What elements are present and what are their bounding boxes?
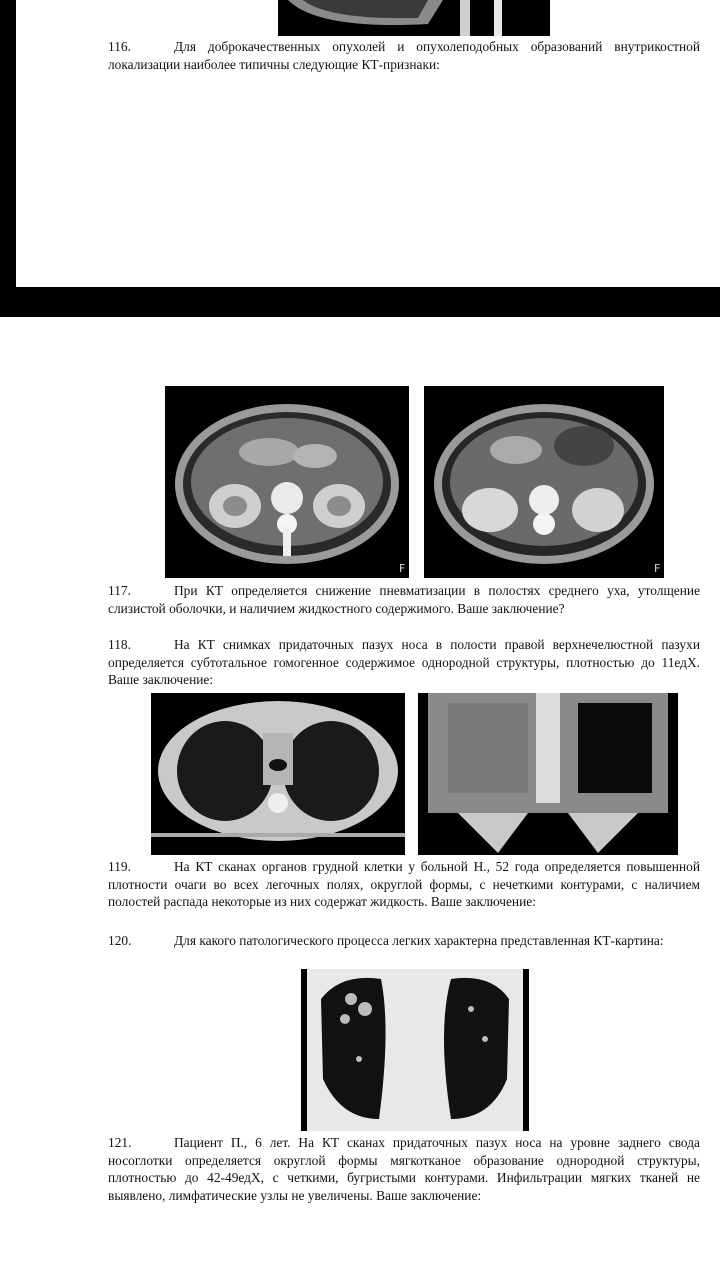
- ct-image-chest: [151, 693, 405, 855]
- ct-image-sinus: [418, 693, 678, 855]
- ct-marker: F: [654, 562, 661, 575]
- question-118: [108, 636, 700, 689]
- ct-image-abdomen-2: [424, 386, 664, 578]
- ct-image-top-fragment: [278, 0, 550, 36]
- question-text: Для какого патологического процесса легких характерна представленная КТ-картина:: [174, 933, 664, 948]
- question-117: [108, 582, 700, 617]
- question-text: На КТ сканах органов грудной клетки у больной Н., 52 года определяется повышенной плотности очаги во всех легочных полях, округлой формы, с нечеткими контурами, с наличием полостей распада некоторые из них содержат жидкость. Ваше заключение:: [108, 859, 700, 909]
- question-number: 116.: [108, 39, 131, 54]
- question-number: 118.: [108, 637, 131, 652]
- question-text: При КТ определяется снижение пневматизации в полостях среднего уха, утолщение слизистой оболочки, и наличием жидкостного содержимого. Ваше заключение?: [108, 583, 700, 616]
- question-120: [108, 932, 700, 950]
- ct-marker: F: [399, 562, 406, 575]
- question-119: [108, 858, 700, 911]
- ct-image-abdomen-1: [165, 386, 409, 578]
- question-121: [108, 1134, 700, 1204]
- question-number: 120.: [108, 933, 132, 948]
- question-number: 117.: [108, 583, 131, 598]
- page-break-band: [0, 287, 720, 317]
- page-left-edge: [0, 0, 16, 287]
- question-text: Для доброкачественных опухолей и опухолеподобных образований внутрикостной локализации наиболее типичны следующие КТ-признаки:: [108, 39, 700, 72]
- question-text: Пациент П., 6 лет. На КТ сканах придаточных пазух носа на уровне заднего свода носоглотки определяется округлой формы мягкотканое образование однородной структуры, плотностью до 42-49едХ, с четкими, бугристыми контурами. Инфильтрации мягких тканей не выявлено, лимфатические узлы не увеличены. Ваше заключение:: [108, 1135, 700, 1203]
- question-116: [108, 38, 700, 73]
- question-number: 121.: [108, 1135, 132, 1150]
- ct-image-lungs: [301, 969, 529, 1131]
- question-number: 119.: [108, 859, 131, 874]
- question-text: На КТ снимках придаточных пазух носа в полости правой верхнечелюстной пазухи определяется субтотальное гомогенное содержимое однородной структуры, плотностью до 11едХ. Ваше заключение:: [108, 637, 700, 687]
